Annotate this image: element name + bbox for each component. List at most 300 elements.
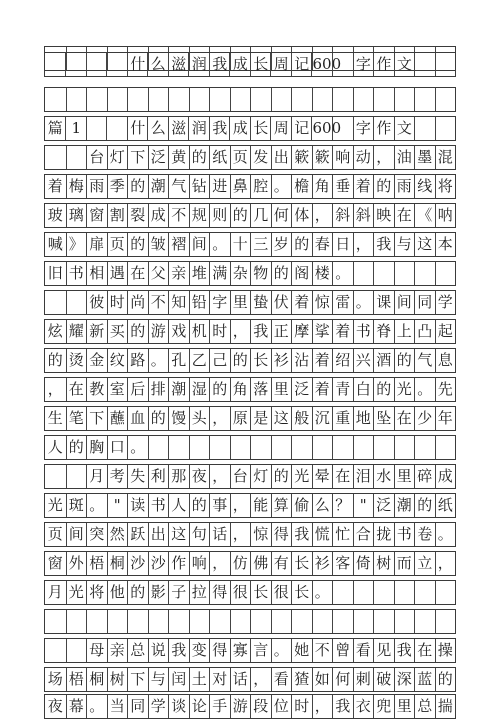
grid-cell: 影 (148, 581, 169, 604)
grid-cell: 乙 (189, 349, 210, 372)
grid-cell: 沙 (127, 552, 148, 575)
grid-cell: 课 (373, 291, 394, 314)
grid-cell: 同 (414, 291, 435, 314)
grid-cell: 褶 (168, 233, 189, 256)
grid-cell: 落 (250, 378, 271, 401)
grid-cell: 。 (209, 233, 230, 256)
grid-cell: 相 (86, 262, 107, 285)
grid-cell: 论 (189, 695, 210, 718)
grid-cell: 晕 (312, 465, 333, 488)
grid-cell: 角 (230, 378, 251, 401)
grid-cell: 的 (66, 436, 87, 459)
grid-cell: 篇 (47, 119, 63, 137)
grid-cell: 600 (311, 117, 332, 140)
grid-cell: 见 (373, 639, 394, 662)
grid-cell (414, 436, 435, 459)
grid-cell: 水 (373, 465, 394, 488)
grid-cell: 夜 (47, 697, 63, 715)
grid-cell: 的 (127, 581, 148, 604)
grid-cell: 檐 (291, 175, 312, 198)
grid-cell: " (107, 494, 128, 517)
grid-cell: 孔 (168, 349, 189, 372)
grid-cell (332, 610, 353, 633)
grid-cell: 教 (86, 378, 107, 401)
grid-cell: 割 (107, 204, 128, 227)
grid-cell: 垂 (332, 175, 353, 198)
grid-cell: 长 (291, 552, 312, 575)
grid-cell: 长 (250, 581, 271, 604)
grid-cell: 尚 (127, 291, 148, 314)
grid-cell: 人 (168, 494, 189, 517)
grid-cell: 跃 (127, 523, 148, 546)
grid-cell: 时 (291, 695, 312, 718)
grid-cell: 我 (394, 639, 415, 662)
grid-cell (435, 88, 456, 111)
grid-cell: 蓝 (414, 668, 435, 691)
grid-cell: 月 (86, 465, 107, 488)
grid-cell: 堆 (189, 262, 210, 285)
grid-cell: 页 (47, 525, 63, 543)
grid-cell (106, 53, 127, 76)
grid-cell: 先 (435, 378, 456, 401)
grid-cell: 惊 (312, 291, 333, 314)
grid-cell (435, 610, 456, 633)
grid-cell: 的 (435, 668, 456, 691)
grid-cell: 的 (414, 494, 435, 517)
grid-cell: 呐 (435, 204, 456, 227)
grid-cell: 。 (127, 436, 148, 459)
grid-cell (414, 53, 435, 76)
grid-cell (45, 88, 66, 111)
grid-cell: 深 (394, 668, 415, 691)
grid-cell (106, 117, 127, 140)
grid-cell: 周 (270, 117, 291, 140)
grid-cell: 气 (414, 349, 435, 372)
grid-cell (373, 88, 394, 111)
grid-cell: 破 (373, 668, 394, 691)
grid-cell: 看 (271, 668, 292, 691)
grid-cell: 游 (230, 695, 251, 718)
grid-cell: ， (209, 407, 230, 430)
grid-cell: 桐 (107, 552, 128, 575)
grid-cell: 岁 (271, 233, 292, 256)
grid-cell: 纸 (435, 494, 456, 517)
grid-cell: 伏 (271, 291, 292, 314)
grid-cell: 话 (209, 523, 230, 546)
grid-cell: 原 (230, 407, 251, 430)
grid-cell: 后 (127, 378, 148, 401)
grid-cell: 几 (250, 204, 271, 227)
grid-cell: 知 (168, 291, 189, 314)
grid-cell: 我 (250, 320, 271, 343)
grid-cell: 纹 (107, 349, 128, 372)
grid-cell: 纸 (209, 146, 230, 169)
grid-cell: 句 (189, 523, 210, 546)
grid-cell: 成 (435, 465, 456, 488)
grid-cell: 楼 (312, 262, 333, 285)
grid-cell: ， (353, 233, 374, 256)
grid-cell: 的 (373, 378, 394, 401)
text-row (44, 580, 456, 605)
grid-cell: 倚 (353, 552, 374, 575)
grid-cell: 的 (373, 175, 394, 198)
grid-cell: 。 (86, 494, 107, 517)
grid-cell (148, 88, 169, 111)
grid-cell: 。 (353, 291, 374, 314)
grid-cell: 与 (148, 668, 169, 691)
grid-cell: 。 (271, 639, 292, 662)
grid-cell: 客 (332, 552, 353, 575)
grid-cell (45, 146, 66, 169)
grid-cell: 的 (230, 349, 251, 372)
grid-cell: 灯 (250, 465, 271, 488)
text-row (44, 522, 456, 547)
grid-cell: 室 (107, 378, 128, 401)
grid-cell: 得 (209, 581, 230, 604)
grid-cell: 操 (435, 639, 456, 662)
grid-cell: 旧 (47, 264, 63, 282)
grid-cell: ， (435, 552, 456, 575)
grid-cell: 惊 (250, 523, 271, 546)
grid-cell: 不 (148, 291, 169, 314)
grid-cell: 满 (209, 262, 230, 285)
grid-cell: 学 (435, 291, 456, 314)
grid-cell: 《 (414, 204, 435, 227)
grid-cell (312, 436, 333, 459)
grid-cell: 着 (312, 349, 333, 372)
text-row (44, 493, 456, 518)
grid-cell: 坠 (373, 407, 394, 430)
grid-cell: 。 (332, 262, 353, 285)
grid-cell: 失 (127, 465, 148, 488)
grid-cell (127, 88, 148, 111)
grid-cell (45, 610, 66, 633)
text-row (44, 667, 456, 692)
grid-cell: 我 (168, 639, 189, 662)
grid-cell: 树 (373, 552, 394, 575)
grid-cell: 滋 (168, 117, 189, 140)
grid-cell: 光 (394, 378, 415, 401)
grid-cell: 映 (373, 204, 394, 227)
grid-cell: 树 (107, 668, 128, 691)
grid-cell: 在 (394, 407, 415, 430)
grid-row-3 (44, 87, 456, 112)
grid-cell: 书 (394, 523, 415, 546)
grid-cell (66, 465, 87, 488)
grid-cell: 戏 (168, 320, 189, 343)
grid-cell: 。 (271, 175, 292, 198)
grid-cell: 进 (209, 175, 230, 198)
grid-cell: 排 (148, 378, 169, 401)
grid-cell: 立 (414, 552, 435, 575)
grid-cell: 利 (148, 465, 169, 488)
grid-cell: 雨 (86, 175, 107, 198)
grid-cell: 算 (271, 494, 292, 517)
grid-cell: ， (312, 204, 333, 227)
grid-cell: 着 (291, 291, 312, 314)
grid-cell: 响 (189, 552, 210, 575)
grid-cell: 得 (271, 523, 292, 546)
grid-cell: 凸 (414, 320, 435, 343)
grid-cell: 季 (107, 175, 128, 198)
grid-cell (435, 53, 456, 76)
grid-cell: 长 (250, 53, 271, 76)
grid-cell: 里 (271, 378, 292, 401)
grid-cell: 皱 (148, 233, 169, 256)
grid-cell: 么 (147, 117, 168, 140)
grid-cell: 记 (291, 117, 312, 140)
grid-cell: 生 (47, 409, 63, 427)
grid-row-blank (44, 609, 456, 634)
grid-cell: 里 (230, 291, 251, 314)
grid-cell: 着 (47, 177, 63, 195)
grid-cell: 揣 (435, 695, 456, 718)
grid-cell: 物 (250, 262, 271, 285)
grid-cell: 笔 (66, 407, 87, 430)
grid-cell: 。 (435, 523, 456, 546)
grid-cell: 买 (107, 320, 128, 343)
text-row (44, 551, 456, 576)
grid-cell: ， (312, 695, 333, 718)
grid-cell: " (353, 494, 374, 517)
grid-cell: 这 (414, 233, 435, 256)
grid-cell: 着 (332, 320, 353, 343)
grid-cell: 光 (47, 496, 63, 514)
grid-cell: 母 (86, 639, 107, 662)
grid-cell: 响 (332, 146, 353, 169)
grid-cell: 间 (66, 523, 87, 546)
grid-cell: 谈 (168, 695, 189, 718)
grid-cell (271, 436, 292, 459)
grid-cell: 时 (107, 291, 128, 314)
grid-cell: 沉 (312, 407, 333, 430)
grid-cell: 600 (311, 53, 332, 76)
grid-cell: 学 (148, 695, 169, 718)
grid-cell: 下 (127, 146, 148, 169)
grid-cell: 杂 (230, 262, 251, 285)
grid-cell: 血 (127, 407, 148, 430)
grid-cell: 我 (209, 117, 230, 140)
grid-cell: 拉 (189, 581, 210, 604)
grid-cell (66, 146, 87, 169)
grid-cell: 泛 (291, 378, 312, 401)
grid-cell (394, 581, 415, 604)
text-row (44, 319, 456, 344)
grid-cell: 那 (168, 465, 189, 488)
grid-cell: 彼 (86, 291, 107, 314)
grid-cell: 着 (353, 175, 374, 198)
grid-cell (373, 610, 394, 633)
grid-cell: 变 (189, 639, 210, 662)
grid-cell (45, 291, 66, 314)
grid-cell: 夜 (189, 465, 210, 488)
text-row (44, 638, 456, 663)
grid-cell: 般 (291, 407, 312, 430)
grid-cell (86, 53, 107, 76)
grid-cell: 气 (168, 175, 189, 198)
grid-cell: 灯 (107, 146, 128, 169)
grid-cell: 字 (353, 53, 374, 76)
grid-cell (332, 581, 353, 604)
grid-cell: 》 (66, 233, 87, 256)
grid-cell: 馒 (168, 407, 189, 430)
grid-cell: 寡 (230, 639, 251, 662)
grid-cell (394, 610, 415, 633)
grid-cell: 字 (353, 117, 374, 140)
grid-cell (127, 610, 148, 633)
grid-cell: 与 (394, 233, 415, 256)
grid-cell: 偷 (291, 494, 312, 517)
grid-cell: 我 (209, 53, 230, 76)
grid-cell: 猹 (291, 668, 312, 691)
grid-cell (373, 436, 394, 459)
grid-cell: 里 (394, 465, 415, 488)
grid-cell (271, 610, 292, 633)
grid-cell: ， (373, 146, 394, 169)
grid-cell: 书 (66, 262, 87, 285)
grid-cell (209, 610, 230, 633)
grid-cell: 角 (312, 175, 333, 198)
grid-cell (230, 610, 251, 633)
grid-cell (312, 610, 333, 633)
grid-cell: 润 (188, 117, 209, 140)
grid-cell: 沙 (148, 552, 169, 575)
grid-cell: 读 (127, 494, 148, 517)
grid-cell: 泪 (353, 465, 374, 488)
grid-cell (414, 262, 435, 285)
grid-cell: 发 (250, 146, 271, 169)
grid-cell: 出 (271, 146, 292, 169)
grid-cell: 扉 (86, 233, 107, 256)
grid-cell: 腔 (250, 175, 271, 198)
grid-cell: 新 (86, 320, 107, 343)
grid-cell: 很 (230, 581, 251, 604)
grid-cell: 闰 (168, 668, 189, 691)
grid-cell: 他 (107, 581, 128, 604)
grid-cell: ？ (332, 494, 353, 517)
grid-cell: 是 (250, 407, 271, 430)
grid-cell (65, 53, 86, 76)
grid-cell: 炫 (47, 322, 63, 340)
grid-cell: 口 (107, 436, 128, 459)
grid-cell: 的 (271, 262, 292, 285)
grid-cell: 。 (86, 695, 107, 718)
grid-cell: 长 (291, 581, 312, 604)
grid-cell: 而 (394, 552, 415, 575)
text-row (44, 464, 456, 489)
grid-cell: 斜 (332, 204, 353, 227)
grid-cell (66, 291, 87, 314)
grid-cell: 雷 (332, 291, 353, 314)
grid-cell (45, 53, 65, 76)
grid-cell: 在 (394, 204, 415, 227)
grid-cell: 什 (127, 53, 148, 76)
grid-cell: 外 (66, 552, 87, 575)
grid-cell: 。 (312, 581, 333, 604)
grid-cell: 总 (414, 695, 435, 718)
grid-cell: 很 (271, 581, 292, 604)
grid-cell: ， (230, 320, 251, 343)
grid-cell (353, 436, 374, 459)
grid-cell (373, 581, 394, 604)
grid-cell (312, 88, 333, 111)
grid-cell: 言 (250, 639, 271, 662)
grid-cell: 游 (148, 320, 169, 343)
grid-cell (435, 581, 456, 604)
grid-cell (189, 88, 210, 111)
grid-cell: 1 (65, 117, 86, 140)
grid-cell: 成 (229, 53, 250, 76)
grid-cell: 油 (394, 146, 415, 169)
grid-cell: 人 (47, 438, 63, 456)
grid-cell (250, 436, 271, 459)
grid-cell: 同 (127, 695, 148, 718)
grid-cell (86, 117, 107, 140)
grid-cell: 突 (86, 523, 107, 546)
grid-cell (332, 436, 353, 459)
grid-cell (45, 465, 66, 488)
grid-cell: 合 (353, 523, 374, 546)
grid-cell (414, 88, 435, 111)
grid-cell: 年 (435, 407, 456, 430)
grid-cell: 泛 (148, 146, 169, 169)
grid-cell (168, 88, 189, 111)
grid-cell: 的 (394, 349, 415, 372)
grid-cell (353, 581, 374, 604)
grid-cell (209, 88, 230, 111)
grid-cell: 月 (47, 583, 63, 601)
grid-cell: 湿 (189, 378, 210, 401)
grid-cell: 十 (230, 233, 251, 256)
grid-cell (148, 436, 169, 459)
grid-cell: 在 (332, 465, 353, 488)
grid-cell: 己 (209, 349, 230, 372)
grid-cell: 兴 (353, 349, 374, 372)
grid-cell: 什 (127, 117, 148, 140)
grid-cell: 摩 (291, 320, 312, 343)
grid-cell: 周 (270, 53, 291, 76)
grid-cell: 簌 (291, 146, 312, 169)
grid-cell: 刺 (353, 668, 374, 691)
grid-cell (353, 262, 374, 285)
subtitle-row (44, 116, 456, 141)
grid-cell (332, 88, 353, 111)
grid-cell (168, 610, 189, 633)
grid-cell: 话 (230, 668, 251, 691)
grid-cell: 我 (291, 523, 312, 546)
grid-cell: 如 (312, 668, 333, 691)
grid-cell: 亲 (107, 639, 128, 662)
grid-cell: 金 (86, 349, 107, 372)
grid-cell (209, 436, 230, 459)
grid-cell (435, 117, 456, 140)
grid-cell (332, 53, 353, 76)
grid-cell: 梧 (66, 668, 87, 691)
grid-cell: 这 (168, 523, 189, 546)
grid-cell: 正 (271, 320, 292, 343)
grid-cell: ， (209, 465, 230, 488)
grid-cell: 起 (435, 320, 456, 343)
grid-cell: 光 (66, 581, 87, 604)
grid-cell: 我 (332, 695, 353, 718)
grid-cell: 泛 (373, 494, 394, 517)
grid-cell: 里 (394, 695, 415, 718)
grid-cell: 的 (148, 407, 169, 430)
grid-cell: 地 (353, 407, 374, 430)
grid-cell: 斑 (66, 494, 87, 517)
grid-cell: ， (47, 380, 63, 398)
grid-cell: 页 (107, 233, 128, 256)
